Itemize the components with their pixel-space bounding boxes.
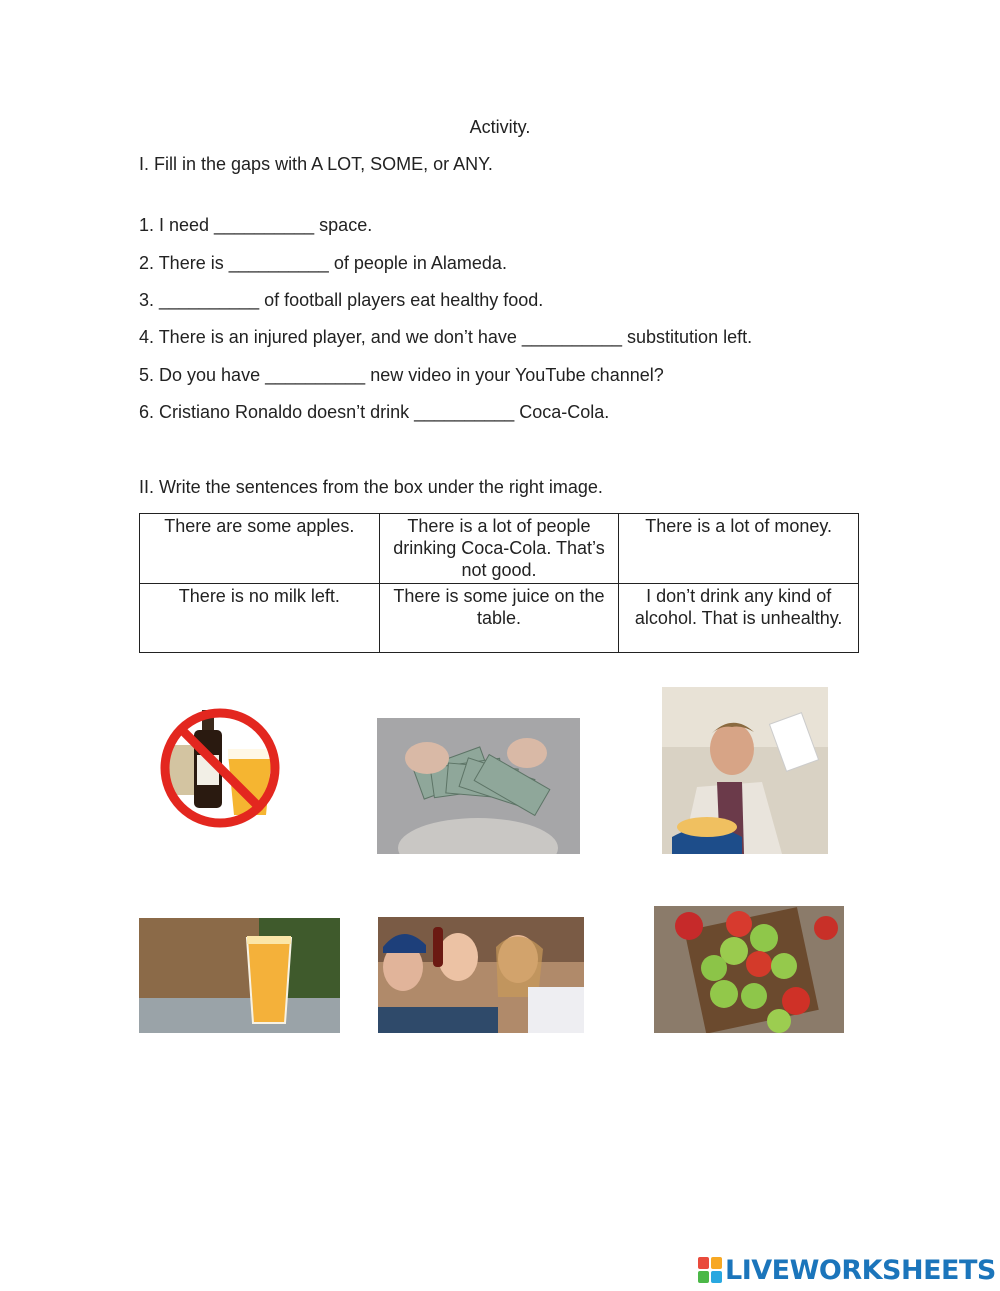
apples-image — [654, 906, 844, 1033]
juice-image — [139, 918, 340, 1033]
sentence-box — [139, 513, 859, 653]
sentence-cell: There is some juice on the table. — [379, 584, 619, 653]
money-image — [377, 718, 580, 854]
gap-item-4: 4. There is an injured player, and we don’t have __________ substitution left. — [139, 327, 753, 347]
logo-square-icon — [711, 1271, 722, 1283]
gap-item-1: 1. I need __________ space. — [139, 215, 373, 235]
sentence-row — [140, 514, 859, 584]
gap-item-5: 5. Do you have __________ new video in your YouTube channel? — [139, 365, 664, 385]
brand-name: LIVEWORKSHEETS — [725, 1254, 996, 1286]
sentence-cell: There is no milk left. — [140, 584, 380, 653]
gap-item-3: 3. __________ of football players eat healthy food. — [139, 290, 544, 310]
gap-item-6: 6. Cristiano Ronaldo doesn’t drink __________ Coca-Cola. — [139, 402, 610, 422]
logo-square-icon — [698, 1257, 709, 1269]
logo-square-icon — [711, 1257, 722, 1269]
liveworksheets-icon — [698, 1257, 722, 1283]
coca-cola-friends-image — [378, 917, 584, 1033]
sentence-cell: There is a lot of money. — [619, 514, 859, 584]
liveworksheets-logo — [698, 1255, 996, 1285]
sentence-cell: There is a lot of people drinking Coca-Cola. That’s not good. — [379, 514, 619, 584]
gap-item-2: 2. There is __________ of people in Alameda. — [139, 253, 507, 273]
sentence-cell: I don’t drink any kind of alcohol. That is unhealthy. — [619, 584, 859, 653]
no-alcohol-image — [150, 705, 290, 830]
no-milk-image — [662, 687, 828, 854]
part2-instruction: II. Write the sentences from the box under the right image. — [139, 477, 603, 497]
worksheet-title: Activity. — [469, 117, 531, 137]
logo-square-icon — [698, 1271, 709, 1283]
part1-instruction: I. Fill in the gaps with A LOT, SOME, or ANY. — [139, 154, 493, 174]
sentence-row — [140, 584, 859, 653]
sentence-cell: There are some apples. — [140, 514, 380, 584]
